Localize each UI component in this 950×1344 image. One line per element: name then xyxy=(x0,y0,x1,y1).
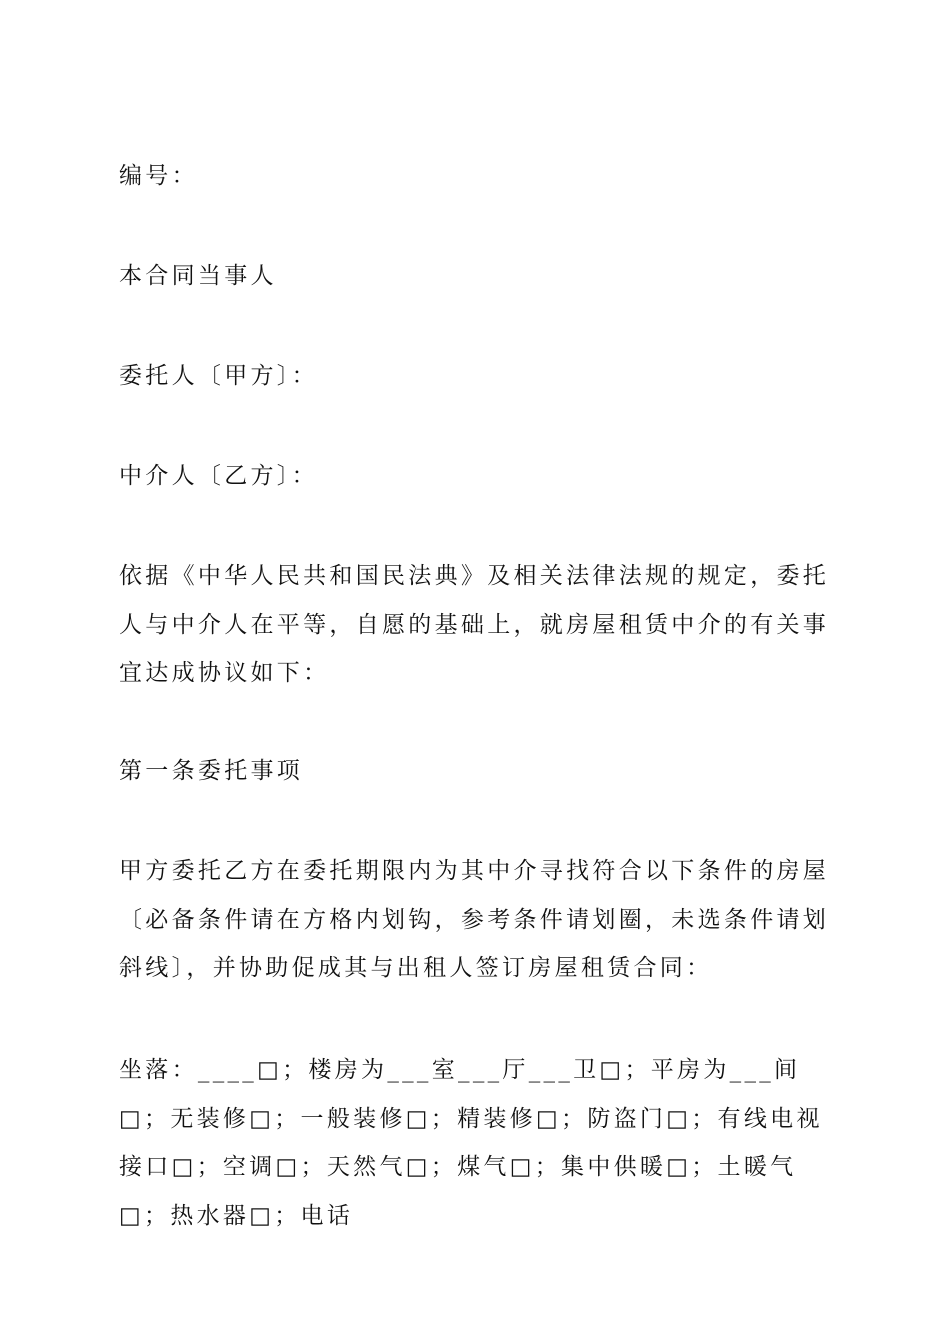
principal-label: 委托人〔甲方〕： xyxy=(119,363,318,389)
housing-conditions-paragraph: 坐落：____□；楼房为___室___厅___卫□；平房为___间□；无装修□；一般装修□；精装修□；防盗门□；有线电视接口□；空调□；天然气□；煤气□；集中供暖□；土暖气□；热水器□；电话 xyxy=(119,1057,823,1229)
article-1-title: 第一条委托事项 xyxy=(119,758,304,784)
article-1-body: 甲方委托乙方在委托期限内为其中介寻找符合以下条件的房屋〔必备条件请在方格内划钩，参考条件请划圈，未选条件请划斜线〕，并协助促成其与出租人签订房屋租赁合同： xyxy=(119,858,830,981)
parties-heading: 本合同当事人 xyxy=(119,263,277,289)
contract-number-label: 编号： xyxy=(119,163,198,189)
basis-paragraph: 依据《中华人民共和国民法典》及相关法律法规的规定，委托人与中介人在平等，自愿的基础上，就房屋租赁中介的有关事宜达成协议如下： xyxy=(119,563,830,686)
agent-label: 中介人〔乙方〕： xyxy=(119,463,318,489)
